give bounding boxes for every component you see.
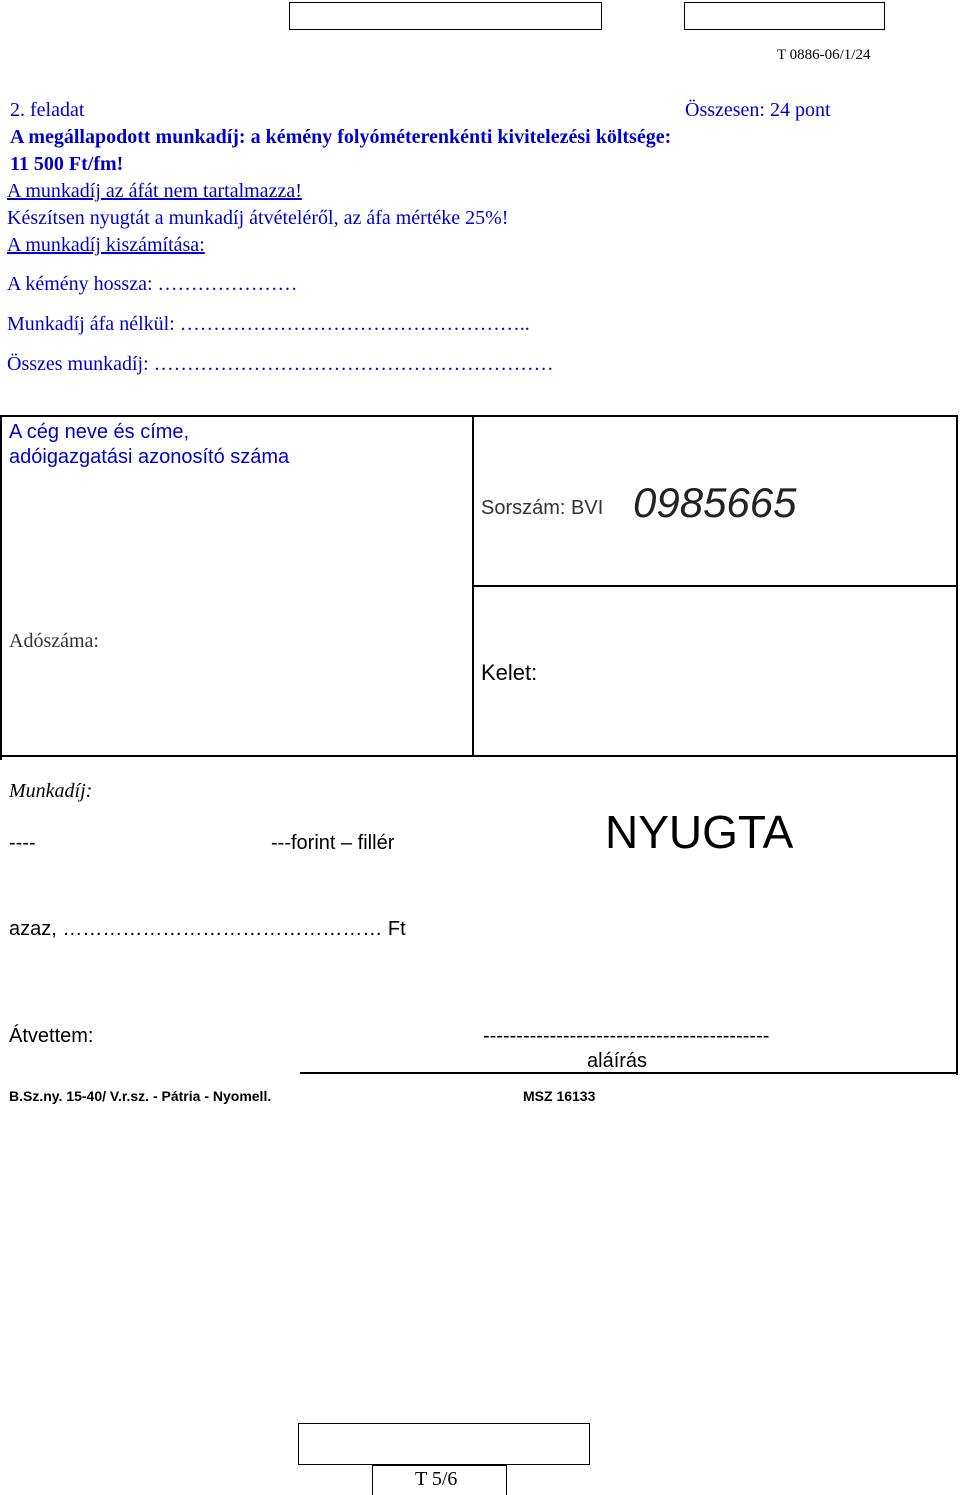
signature-label: aláírás bbox=[587, 1050, 648, 1072]
receipt-full-hline bbox=[0, 755, 958, 757]
document-code: T 0886-06/1/24 bbox=[777, 47, 871, 63]
forint-filler-field: ---forint – fillér bbox=[271, 832, 395, 854]
printer-info: B.Sz.ny. 15-40/ V.r.sz. - Pátria - Nyomell. bbox=[9, 1088, 272, 1104]
top-box-left bbox=[289, 2, 602, 30]
field-fee-without-vat: Munkadíj áfa nélkül: …………………………………………….. bbox=[7, 313, 530, 335]
receipt-left-border bbox=[0, 415, 2, 760]
field-total-fee: Összes munkadíj: …………………………………………………… bbox=[7, 353, 554, 375]
received-label: Átvettem: bbox=[9, 1025, 94, 1047]
company-label-2: adóigazgatási azonosító száma bbox=[9, 446, 290, 468]
page-number: T 5/6 bbox=[415, 1468, 458, 1490]
task-line-2: 11 500 Ft/fm! bbox=[10, 153, 124, 175]
dashes-field: ---- bbox=[9, 832, 36, 854]
task-line-3: A munkadíj az áfát nem tartalmazza! bbox=[7, 180, 302, 202]
receipt-right-hline bbox=[472, 585, 958, 587]
tax-number-label: Adószáma: bbox=[9, 630, 99, 652]
date-label: Kelet: bbox=[481, 660, 538, 685]
top-box-right bbox=[684, 2, 885, 30]
amount-in-words: azaz, ………………………………………… Ft bbox=[9, 918, 406, 940]
serial-label: Sorszám: BVI bbox=[481, 497, 604, 519]
serial-number: 0985665 bbox=[633, 479, 797, 526]
signature-line: ------------------------------------------- bbox=[483, 1025, 770, 1047]
fee-label: Munkadíj: bbox=[9, 780, 93, 802]
receipt-title: NYUGTA bbox=[605, 806, 794, 858]
receipt-right-border bbox=[956, 415, 958, 1075]
receipt-top-border bbox=[0, 415, 958, 417]
bottom-box bbox=[298, 1423, 590, 1465]
company-label-1: A cég neve és címe, bbox=[9, 421, 190, 443]
field-chimney-length: A kémény hossza: ………………… bbox=[7, 273, 298, 295]
standard-number: MSZ 16133 bbox=[523, 1088, 596, 1104]
task-line-4: Készítsen nyugtát a munkadíj átvételéről, az áfa mértéke 25%! bbox=[7, 207, 509, 229]
task-points: Összesen: 24 pont bbox=[685, 99, 831, 121]
receipt-form bbox=[0, 415, 960, 1075]
calc-heading: A munkadíj kiszámítása: bbox=[7, 234, 205, 256]
task-title: 2. feladat bbox=[10, 99, 85, 121]
task-line-1: A megállapodott munkadíj: a kémény folyóméterenkénti kivitelezési költsége: bbox=[10, 126, 672, 148]
